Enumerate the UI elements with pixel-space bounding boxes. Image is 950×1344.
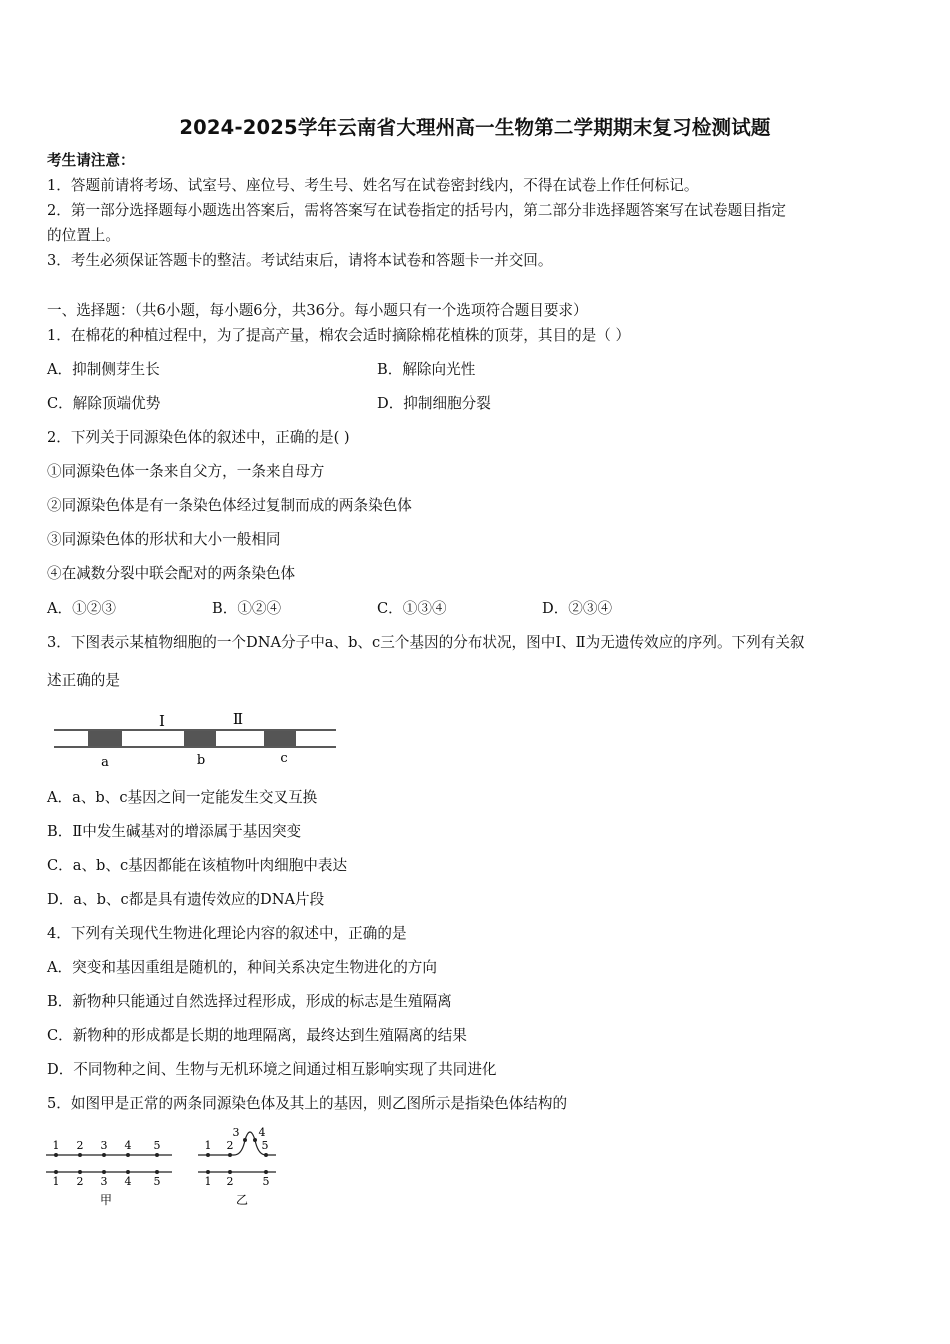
yi-bottom-gene-5: 5 (262, 1175, 270, 1188)
yi-bottom-gene-1: 1 (204, 1175, 212, 1188)
figure-jia (46, 1139, 172, 1207)
q1-option-c: C．解除顶端优势 (47, 395, 161, 412)
q2-option-b: B．①②④ (212, 600, 282, 617)
jia-top-gene-4: 4 (124, 1139, 132, 1152)
jia-bottom-gene-4: 4 (124, 1175, 132, 1188)
q2-option-d: D．②③④ (542, 600, 613, 617)
figure-yi (198, 1126, 276, 1207)
q2-stem: 2．下列关于同源染色体的叙述中，正确的是( ) (47, 429, 350, 446)
yi-top-locus-4 (253, 1138, 257, 1142)
jia-top-gene-2: 2 (76, 1139, 84, 1152)
q1-option-d: D．抑制细胞分裂 (377, 395, 491, 412)
page-title: 2024-2025学年云南省大理州高一生物第二学期期末复习检测试题 (179, 116, 771, 139)
jia-top-locus-4 (126, 1153, 130, 1157)
q1-option-b: B．解除向光性 (377, 361, 476, 378)
q1-stem: 1．在棉花的种植过程中，为了提高产量，棉农会适时摘除棉花植株的顶芽，其目的是（ ） (47, 327, 631, 344)
yi-top-locus-3 (243, 1138, 247, 1142)
section-heading: 一、选择题：（共6小题，每小题6分，共36分。每小题只有一个选项符合题目要求） (47, 302, 588, 319)
gene-a-segment (88, 731, 122, 746)
q4-option-a: A．突变和基因重组是随机的，种间关系决定生物进化的方向 (47, 959, 437, 976)
q2-statement-3: ③同源染色体的形状和大小一般相同 (47, 531, 281, 548)
jia-top-gene-5: 5 (153, 1139, 161, 1152)
yi-figure-label: 乙 (235, 1193, 249, 1207)
jia-top-locus-5 (155, 1153, 159, 1157)
q4-option-b: B．新物种只能通过自然选择过程形成，形成的标志是生殖隔离 (47, 993, 452, 1010)
jia-top-locus-3 (102, 1153, 106, 1157)
sequence-label-1: Ⅰ (159, 712, 165, 730)
gene-a-label: a (101, 755, 109, 770)
q2-statement-2: ②同源染色体是有一条染色体经过复制而成的两条染色体 (47, 497, 412, 514)
jia-figure-label: 甲 (99, 1193, 113, 1207)
chromosome-diagram (40, 1122, 290, 1212)
notice-item-1: 1．答题前请将考场、试室号、座位号、考生号、姓名写在试卷密封线内，不得在试卷上作任何标记。 (47, 177, 699, 194)
yi-top-gene-4: 4 (258, 1126, 266, 1139)
yi-bottom-locus-5 (264, 1170, 268, 1174)
q3-stem-line1: 3．下图表示某植物细胞的一个DNA分子中a、b、c三个基因的分布状况，图中Ⅰ、Ⅱ为无遗传效应的序列。下列有关叙 (47, 634, 805, 651)
q2-option-a: A．①②③ (47, 600, 116, 617)
q4-option-c: C．新物种的形成都是长期的地理隔离，最终达到生殖隔离的结果 (47, 1027, 467, 1044)
jia-bottom-locus-4 (126, 1170, 130, 1174)
jia-bottom-gene-5: 5 (153, 1175, 161, 1188)
q2-statement-1: ①同源染色体一条来自父方，一条来自母方 (47, 463, 325, 480)
q3-option-c: C．a、b、c基因都能在该植物叶肉细胞中表达 (47, 857, 348, 874)
q1-option-a: A．抑制侧芽生长 (47, 361, 160, 378)
gene-b-segment (184, 731, 216, 746)
q2-option-c: C．①③④ (377, 600, 447, 617)
q3-option-a: A．a、b、c基因之间一定能发生交叉互换 (47, 789, 318, 806)
jia-bottom-gene-2: 2 (76, 1175, 84, 1188)
sequence-label-2: Ⅱ (232, 710, 244, 728)
yi-top-gene-5: 5 (261, 1139, 269, 1152)
gene-c-segment (264, 731, 296, 746)
notice-item-2-cont: 的位置上。 (47, 227, 120, 244)
yi-top-gene-1: 1 (204, 1139, 212, 1152)
yi-top-locus-5 (264, 1153, 268, 1157)
q3-stem-line2: 述正确的是 (47, 672, 120, 689)
yi-bottom-locus-2 (228, 1170, 232, 1174)
q5-stem: 5．如图甲是正常的两条同源染色体及其上的基因，则乙图所示是指染色体结构的 (47, 1095, 568, 1112)
jia-bottom-gene-3: 3 (100, 1175, 108, 1188)
jia-bottom-locus-2 (78, 1170, 82, 1174)
jia-top-gene-1: 1 (52, 1139, 60, 1152)
notice-item-3: 3．考生必须保证答题卡的整洁。考试结束后，请将本试卷和答题卡一并交回。 (47, 252, 553, 269)
q4-stem: 4．下列有关现代生物进化理论内容的叙述中，正确的是 (47, 925, 407, 942)
q2-statement-4: ④在减数分裂中联会配对的两条染色体 (47, 565, 296, 582)
gene-b-label: b (196, 753, 206, 768)
yi-top-locus-2 (228, 1153, 232, 1157)
q3-option-d: D．a、b、c都是具有遗传效应的DNA片段 (47, 891, 325, 908)
yi-top-gene-3: 3 (232, 1126, 240, 1139)
jia-bottom-locus-3 (102, 1170, 106, 1174)
q3-option-b: B．Ⅱ中发生碱基对的增添属于基因突变 (47, 823, 302, 840)
notice-item-2: 2．第一部分选择题每小题选出答案后，需将答案写在试卷指定的括号内，第二部分非选择题答案写在试卷题目指定 (47, 202, 786, 219)
jia-top-locus-1 (54, 1153, 58, 1157)
yi-top-gene-2: 2 (226, 1139, 234, 1152)
notice-heading: 考生请注意： (47, 152, 135, 169)
jia-top-locus-2 (78, 1153, 82, 1157)
yi-bottom-locus-1 (206, 1170, 210, 1174)
gene-c-label: c (280, 751, 288, 766)
jia-bottom-gene-1: 1 (52, 1175, 60, 1188)
q4-option-d: D．不同物种之间、生物与无机环境之间通过相互影响实现了共同进化 (47, 1061, 497, 1078)
yi-bottom-gene-2: 2 (226, 1175, 234, 1188)
dna-gene-diagram (50, 704, 340, 780)
jia-top-gene-3: 3 (100, 1139, 108, 1152)
jia-bottom-locus-1 (54, 1170, 58, 1174)
yi-top-locus-1 (206, 1153, 210, 1157)
jia-bottom-locus-5 (155, 1170, 159, 1174)
